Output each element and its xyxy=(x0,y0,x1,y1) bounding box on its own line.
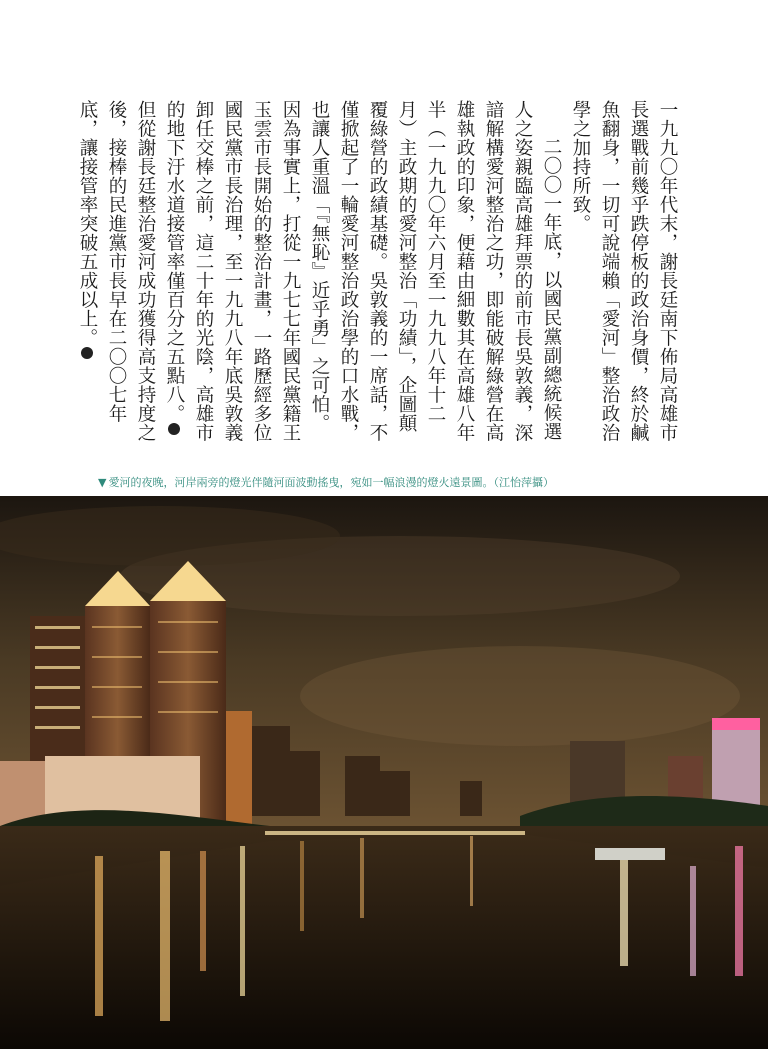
caption-text: 愛河的夜晚，河岸兩旁的燈光伴隨河面波動搖曳，宛如一幅浪漫的燈火遠景圖。（江怡萍攝） xyxy=(108,476,554,489)
paragraph-2-continued: 但從謝長廷整治愛河成功獲得高支持度之後，接棒的民進黨市長早在二〇〇七年底，讓接管率突破五成以上。 xyxy=(77,100,156,442)
caption-arrow-icon: ▼ xyxy=(98,476,107,489)
footnote-marker-38: 38 xyxy=(81,347,93,359)
paragraph-1: 一九九〇年代末，謝長廷南下佈局高雄市長選戰前幾乎跌停板的政治身價，終於鹹魚翻身，一切可說端賴「愛河」整治政治學之加持所致。 xyxy=(570,100,678,442)
paragraph-2 xyxy=(73,100,566,473)
paragraph-2-text: 二〇〇一年底，以國民黨副總統候選人之姿親臨高雄拜票的前市長吳敦義，深諳解構愛河整治之功，即能破解綠營在高雄執政的印象，便藉由細數其在高雄八年半（一九九〇年六月至一九九八年十二月）主政期的愛河整治「功績」，企圖顛覆綠營的政績基礎。吳敦義的一席話，不僅掀起了一輪愛河整治政治學的口水戰，也讓人重溫「『無恥』近乎勇」之可怕。因為事實上，打從一九七七年國民黨籍王玉雲市長開始的整治計畫，一路歷經多位國民黨市長治理，至一九九八年底吳敦義卸任交棒之前，這二十年的光陰，高雄市的地下汙水道接管率僅百分之五點八。 xyxy=(164,100,562,442)
footnote-marker-37: 37 xyxy=(168,423,180,435)
photo-caption xyxy=(98,474,554,490)
love-river-night-photo xyxy=(0,496,768,1049)
article-body xyxy=(73,100,682,473)
